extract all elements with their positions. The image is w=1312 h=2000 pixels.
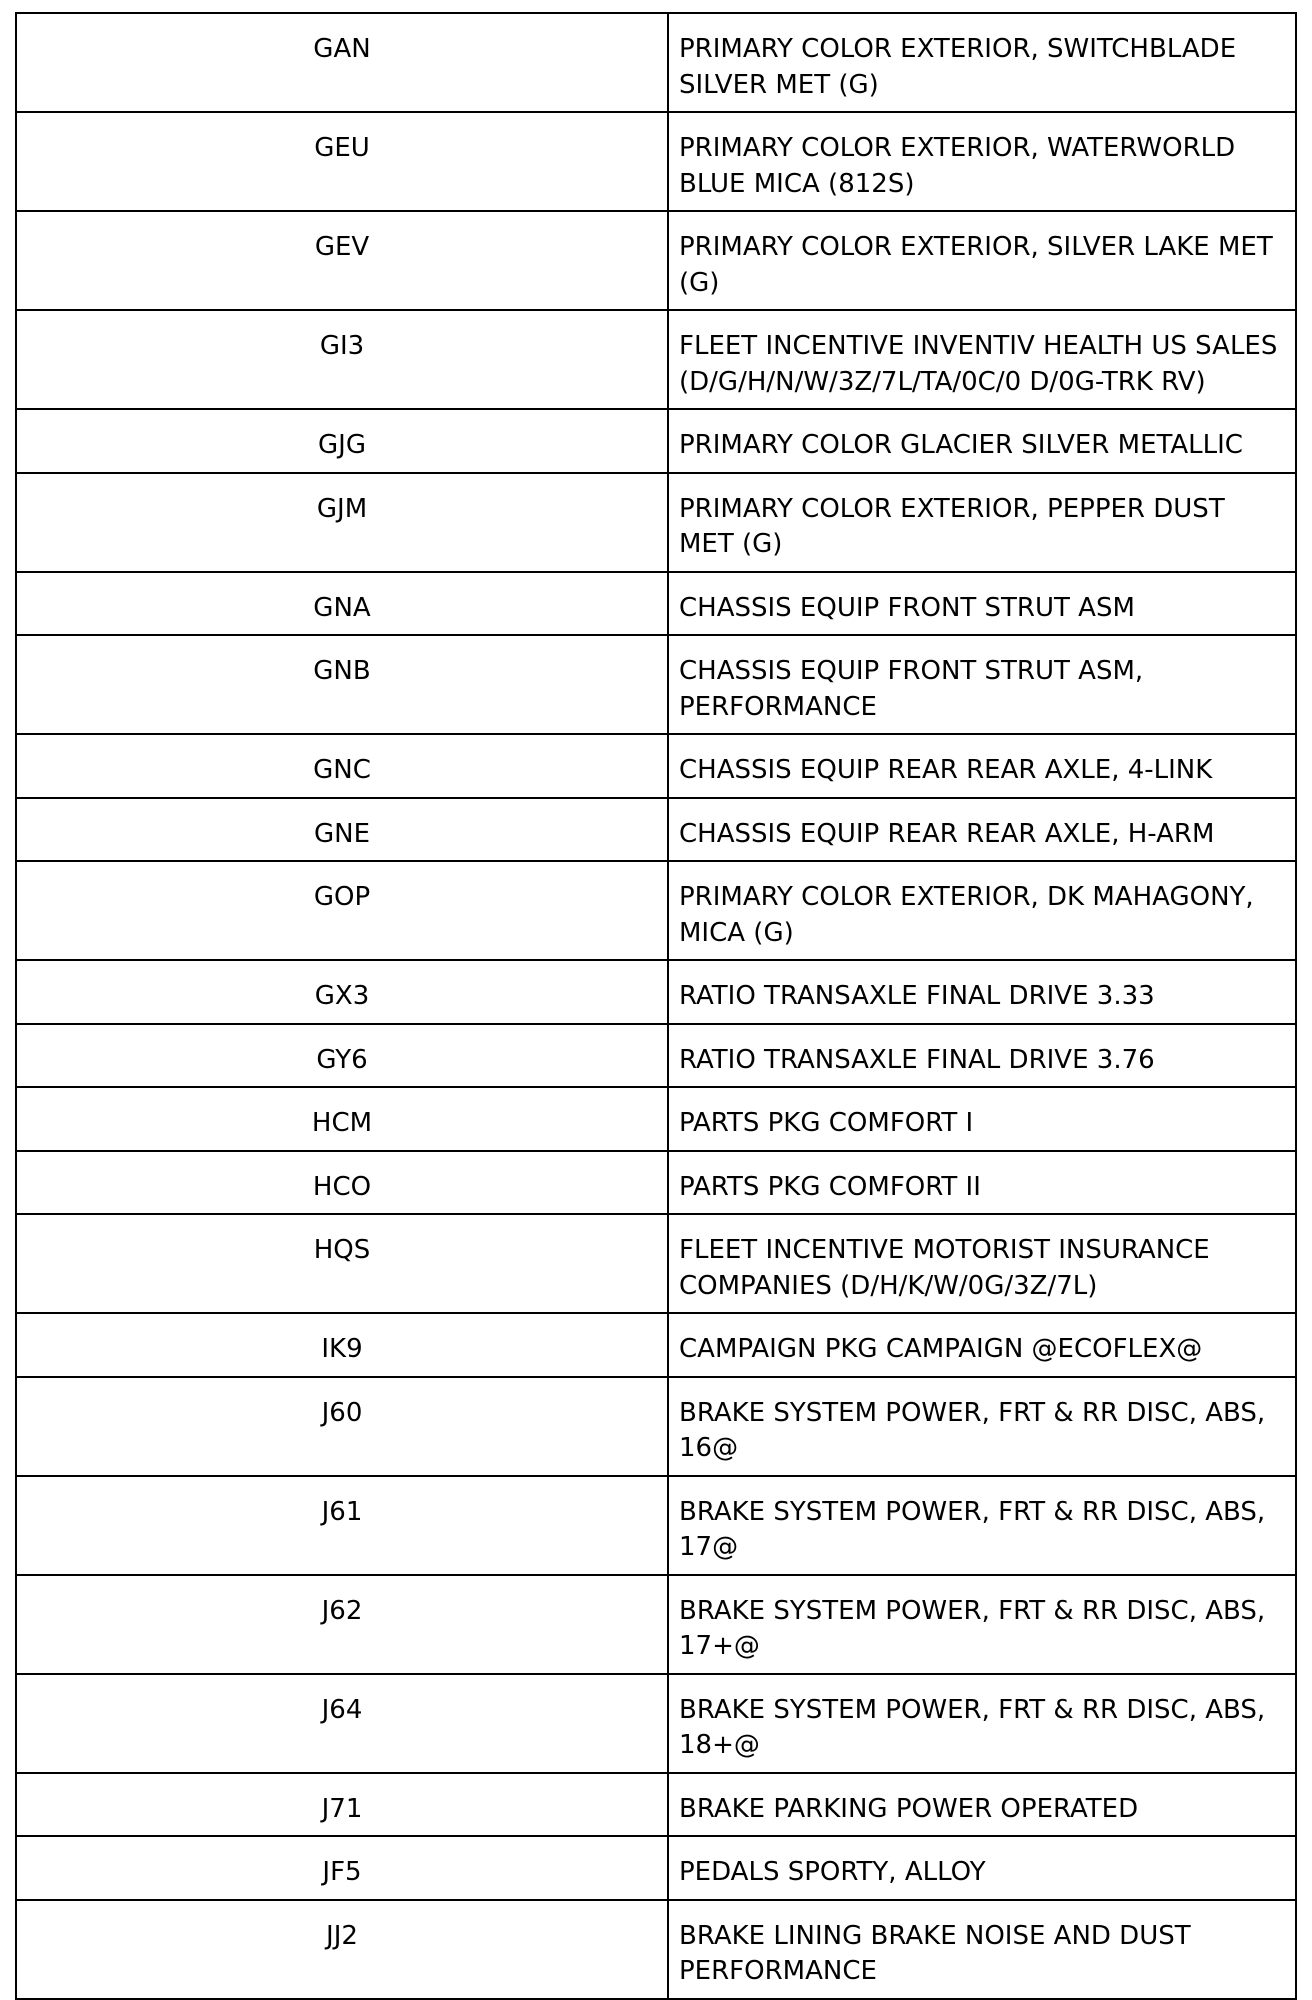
option-code-cell: JF5 bbox=[16, 1836, 668, 1900]
table-row bbox=[16, 1836, 1296, 1900]
option-description-cell: CHASSIS EQUIP FRONT STRUT ASM, PERFORMANCE bbox=[668, 635, 1296, 734]
table-row bbox=[16, 635, 1296, 734]
table-row bbox=[16, 1575, 1296, 1674]
option-description-cell: BRAKE SYSTEM POWER, FRT & RR DISC, ABS, 18+@ bbox=[668, 1674, 1296, 1773]
option-code-cell: GNE bbox=[16, 798, 668, 862]
option-code-cell: J60 bbox=[16, 1377, 668, 1476]
table-row bbox=[16, 734, 1296, 798]
table-row bbox=[16, 960, 1296, 1024]
option-code-cell: IK9 bbox=[16, 1313, 668, 1377]
option-description-cell: PRIMARY COLOR EXTERIOR, PEPPER DUST MET (G) bbox=[668, 473, 1296, 572]
option-code-cell: GNC bbox=[16, 734, 668, 798]
option-description-cell: RATIO TRANSAXLE FINAL DRIVE 3.76 bbox=[668, 1024, 1296, 1088]
option-code-table bbox=[15, 12, 1297, 2000]
option-description-cell: CHASSIS EQUIP REAR REAR AXLE, H-ARM bbox=[668, 798, 1296, 862]
option-description-cell: CHASSIS EQUIP FRONT STRUT ASM bbox=[668, 572, 1296, 636]
option-code-cell: J64 bbox=[16, 1674, 668, 1773]
option-description-cell: PARTS PKG COMFORT II bbox=[668, 1151, 1296, 1215]
option-description-cell: RATIO TRANSAXLE FINAL DRIVE 3.33 bbox=[668, 960, 1296, 1024]
option-code-table-container bbox=[15, 12, 1297, 2000]
table-row bbox=[16, 572, 1296, 636]
option-code-cell: GJG bbox=[16, 409, 668, 473]
option-code-cell: GY6 bbox=[16, 1024, 668, 1088]
option-description-cell: BRAKE PARKING POWER OPERATED bbox=[668, 1773, 1296, 1837]
option-code-cell: JJ2 bbox=[16, 1900, 668, 1999]
option-description-cell: CAMPAIGN PKG CAMPAIGN @ECOFLEX@ bbox=[668, 1313, 1296, 1377]
option-description-cell: BRAKE LINING BRAKE NOISE AND DUST PERFORMANCE bbox=[668, 1900, 1296, 1999]
table-row bbox=[16, 1476, 1296, 1575]
table-row bbox=[16, 310, 1296, 409]
option-code-cell: GEV bbox=[16, 211, 668, 310]
table-row bbox=[16, 861, 1296, 960]
option-code-cell: HQS bbox=[16, 1214, 668, 1313]
option-code-cell: J71 bbox=[16, 1773, 668, 1837]
option-description-cell: BRAKE SYSTEM POWER, FRT & RR DISC, ABS, 17@ bbox=[668, 1476, 1296, 1575]
option-code-cell: GX3 bbox=[16, 960, 668, 1024]
table-body bbox=[16, 13, 1296, 1999]
option-description-cell: PRIMARY COLOR EXTERIOR, DK MAHAGONY, MICA (G) bbox=[668, 861, 1296, 960]
option-code-cell: HCM bbox=[16, 1087, 668, 1151]
option-code-cell: GI3 bbox=[16, 310, 668, 409]
option-description-cell: PRIMARY COLOR GLACIER SILVER METALLIC bbox=[668, 409, 1296, 473]
table-row bbox=[16, 473, 1296, 572]
table-row bbox=[16, 1377, 1296, 1476]
option-code-cell: HCO bbox=[16, 1151, 668, 1215]
table-row bbox=[16, 798, 1296, 862]
option-code-cell: J61 bbox=[16, 1476, 668, 1575]
option-description-cell: PEDALS SPORTY, ALLOY bbox=[668, 1836, 1296, 1900]
option-code-cell: GAN bbox=[16, 13, 668, 112]
option-description-cell: CHASSIS EQUIP REAR REAR AXLE, 4-LINK bbox=[668, 734, 1296, 798]
table-row bbox=[16, 1214, 1296, 1313]
option-code-cell: GNB bbox=[16, 635, 668, 734]
option-description-cell: FLEET INCENTIVE INVENTIV HEALTH US SALES (D/G/H/N/W/3Z/7L/TA/0C/0 D/0G-TRK RV) bbox=[668, 310, 1296, 409]
table-row bbox=[16, 409, 1296, 473]
option-description-cell: FLEET INCENTIVE MOTORIST INSURANCE COMPANIES (D/H/K/W/0G/3Z/7L) bbox=[668, 1214, 1296, 1313]
table-row bbox=[16, 1024, 1296, 1088]
option-description-cell: BRAKE SYSTEM POWER, FRT & RR DISC, ABS, 17+@ bbox=[668, 1575, 1296, 1674]
table-row bbox=[16, 1900, 1296, 1999]
option-code-cell: GEU bbox=[16, 112, 668, 211]
option-code-cell: J62 bbox=[16, 1575, 668, 1674]
table-row bbox=[16, 112, 1296, 211]
table-row bbox=[16, 1313, 1296, 1377]
option-description-cell: PARTS PKG COMFORT I bbox=[668, 1087, 1296, 1151]
option-description-cell: PRIMARY COLOR EXTERIOR, WATERWORLD BLUE MICA (812S) bbox=[668, 112, 1296, 211]
table-row bbox=[16, 1087, 1296, 1151]
option-code-cell: GOP bbox=[16, 861, 668, 960]
table-row bbox=[16, 1674, 1296, 1773]
option-code-cell: GJM bbox=[16, 473, 668, 572]
table-row bbox=[16, 1773, 1296, 1837]
table-row bbox=[16, 13, 1296, 112]
option-code-cell: GNA bbox=[16, 572, 668, 636]
option-description-cell: PRIMARY COLOR EXTERIOR, SILVER LAKE MET (G) bbox=[668, 211, 1296, 310]
table-row bbox=[16, 1151, 1296, 1215]
option-description-cell: PRIMARY COLOR EXTERIOR, SWITCHBLADE SILVER MET (G) bbox=[668, 13, 1296, 112]
option-description-cell: BRAKE SYSTEM POWER, FRT & RR DISC, ABS, 16@ bbox=[668, 1377, 1296, 1476]
table-row bbox=[16, 211, 1296, 310]
